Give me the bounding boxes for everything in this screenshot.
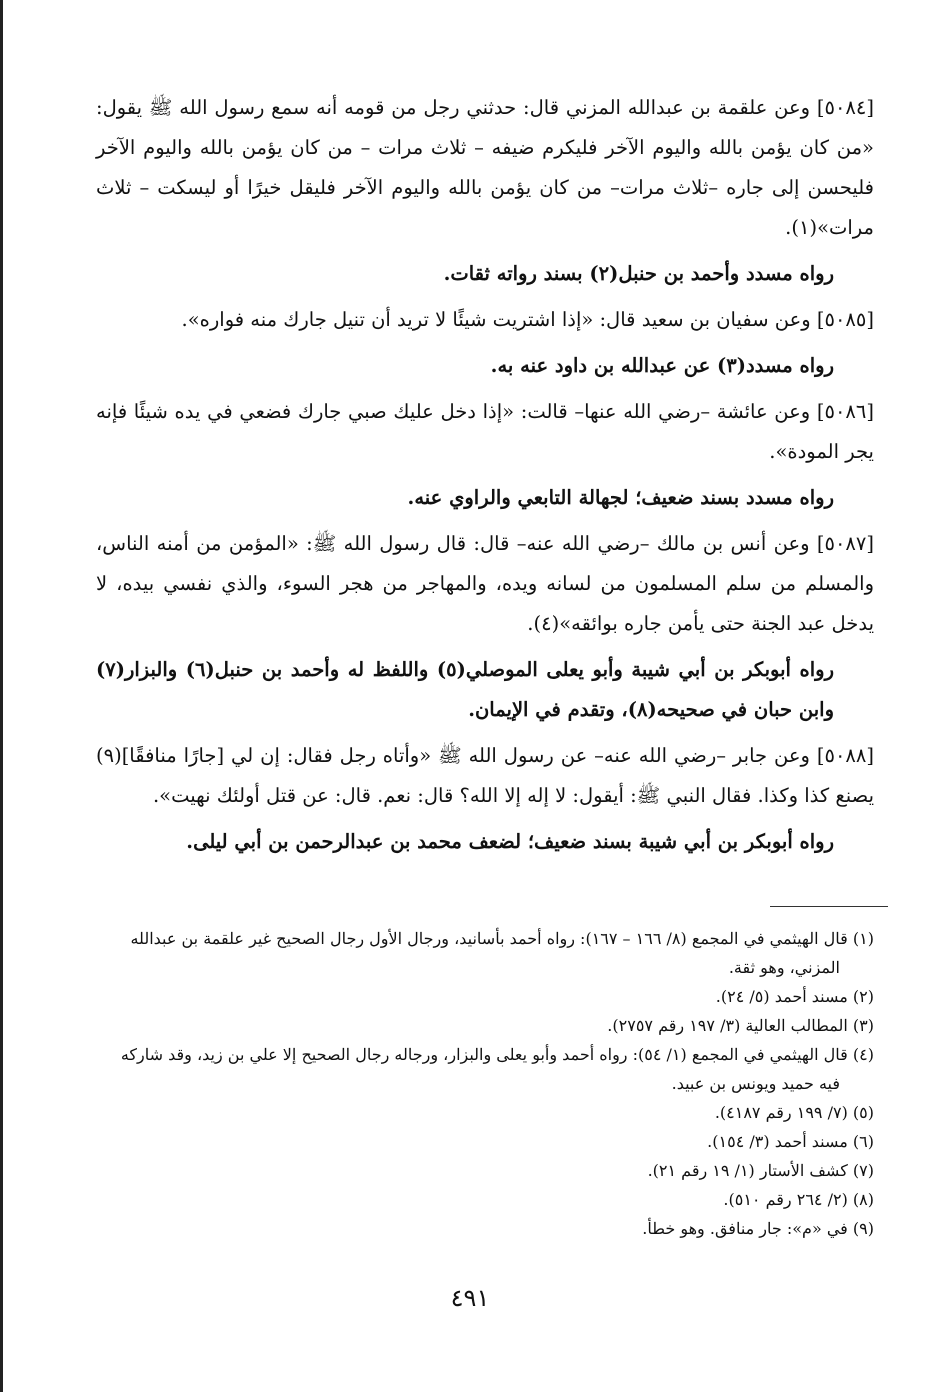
main-text (96, 88, 874, 868)
footnote-2: (٢) مسند أحمد (٥/ ٢٤). (715, 987, 874, 1006)
narration-note-5086: رواه مسدد بسند ضعيف؛ لجهالة التابعي والراوي عنه. (407, 486, 834, 509)
hadith-5087: [٥٠٨٧] وعن أنس بن مالك –رضي الله عنه– قال: قال رسول الله ﷺ: «المؤمن من أمنه الناس، والمسلم من سلم المسلمون من لسانه ويده، والمهاجر من هجر السوء، والذي نفسي بيده، لا يدخل عبد الجنة حتى يأمن جاره بوائقه»(٤). (96, 532, 874, 635)
narration-note-5087: رواه أبوبكر بن أبي شيبة وأبو يعلى الموصلي(٥) واللفظ له وأحمد بن حنبل(٦) والبزار(٧) وابن حبان في صحيحه(٨)، وتقدم في الإيمان. (96, 658, 834, 721)
footnote-divider (770, 906, 888, 907)
hadith-5085: [٥٠٨٥] وعن سفيان بن سعيد قال: «إذا اشتريت شيئًا لا تريد أن تنيل جارك منه فواره». (181, 308, 874, 331)
narration-note-5084: رواه مسدد وأحمد بن حنبل(٢) بسند رواته ثقات. (443, 262, 834, 285)
narration-note-5088: رواه أبوبكر بن أبي شيبة بسند ضعيف؛ لضعف محمد بن عبدالرحمن بن أبي ليلى. (186, 830, 834, 853)
footnote-5: (٥) (٧/ ١٩٩ رقم ٤١٨٧). (714, 1103, 874, 1122)
hadith-5084: [٥٠٨٤] وعن علقمة بن عبدالله المزني قال: حدثني رجل من قومه أنه سمع رسول الله ﷺ يقول: «من كان يؤمن بالله واليوم الآخر فليكرم ضيفه – ثلاث مرات – من كان يؤمن بالله واليوم الآخر فليحسن إلى جاره –ثلاث مرات– من كان يؤمن بالله واليوم الآخر فليقل خيرًا أو ليسكت – ثلاث مرات»(١). (96, 96, 874, 239)
footnote-9: (٩) في «م»: جار منافق. وهو خطأ. (642, 1219, 874, 1238)
footnote-4: (٤) قال الهيثمي في المجمع (١/ ٥٤): رواه أحمد وأبو يعلى والبزار، ورجاله رجال الصحيح إلا علي بن زيد، وقد شاركه فيه حميد ويونس بن عبيد. (120, 1045, 874, 1093)
page-edge-line (0, 0, 3, 1392)
footnote-1: (١) قال الهيثمي في المجمع (٨/ ١٦٦ – ١٦٧): رواه أحمد بأسانيد، ورجال الأول رجال الصحيح غير علقمة بن عبدالله المزني، وهو ثقة. (130, 929, 874, 977)
narration-note-5085: رواه مسدد(٣) عن عبدالله بن داود عنه به. (490, 354, 834, 377)
footnote-3: (٣) المطالب العالية (٣/ ١٩٧ رقم ٢٧٥٧). (607, 1016, 874, 1035)
footnote-7: (٧) كشف الأستار (١/ ١٩ رقم ٢١). (647, 1161, 874, 1180)
page-number: ٤٩١ (450, 1284, 490, 1312)
hadith-5086: [٥٠٨٦] وعن عائشة –رضي الله عنها– قالت: «إذا دخل عليك صبي جارك فضعي في يده شيئًا فإنه يجر المودة». (96, 400, 874, 463)
hadith-5088: [٥٠٨٨] وعن جابر –رضي الله عنه– عن رسول الله ﷺ «وأتاه رجل فقال: إن لي [جارًا منافقًا](٩) يصنع كذا وكذا. فقال النبي ﷺ: أيقول: لا إله إلا الله؟ قال: نعم. قال: عن قتل أولئك نهيت». (96, 744, 874, 807)
footnotes (96, 924, 874, 1243)
footnote-6: (٦) مسند أحمد (٣/ ١٥٤). (707, 1132, 874, 1151)
footnote-8: (٨) (٢/ ٢٦٤ رقم ٥١٠). (723, 1190, 874, 1209)
